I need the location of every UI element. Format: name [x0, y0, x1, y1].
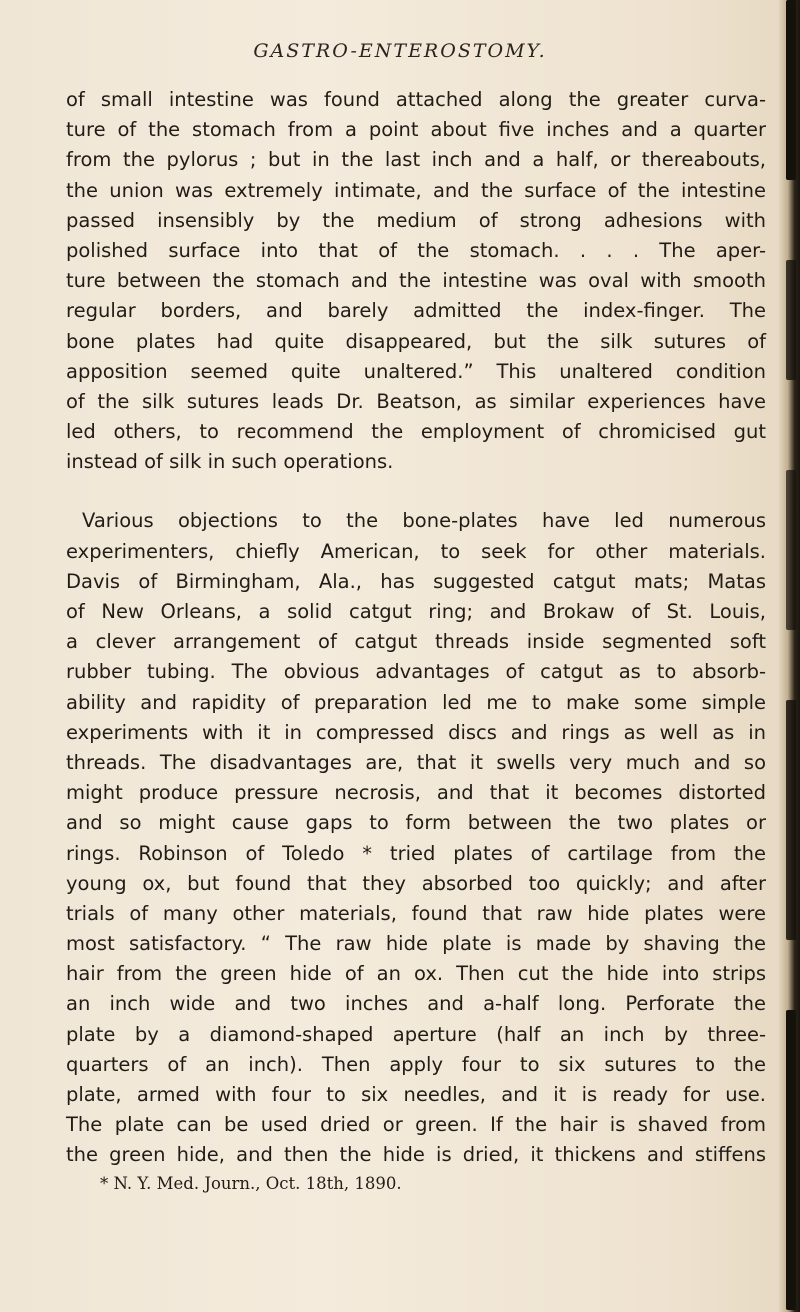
text-line: ture between the stomach and the intestine was oval with smooth — [66, 269, 766, 293]
text-line: plate by a diamond-shaped aperture (half an inch by three- — [66, 1022, 766, 1046]
paragraph-2 — [66, 506, 766, 1170]
paragraph-1 — [66, 85, 766, 477]
text-line: rubber tubing. The obvious advantages of catgut as to absorb- — [66, 660, 766, 684]
text-line: Various objections to the bone-plates have led numerous — [82, 509, 766, 533]
running-head: GASTRO-ENTEROSTOMY. — [253, 40, 547, 62]
text-line: Davis of Birmingham, Ala., has suggested catgut mats; Matas — [66, 569, 766, 593]
text-line: ture of the stomach from a point about five inches and a quarter — [66, 118, 766, 142]
edge-shadow — [786, 700, 796, 940]
text-line: passed insensibly by the medium of strong adhesions with — [66, 208, 766, 232]
text-line: trials of many other materials, found that raw hide plates were — [66, 901, 766, 925]
footnote: * N. Y. Med. Journ., Oct. 18th, 1890. — [100, 1173, 402, 1193]
text-line: instead of silk in such operations. — [66, 450, 394, 474]
page-binding-edge — [778, 0, 800, 1312]
text-line: of the silk sutures leads Dr. Beatson, as similar experiences have — [66, 389, 766, 413]
text-line: polished surface into that of the stomach. . . . The aper- — [66, 238, 766, 262]
text-line: and so might cause gaps to form between the two plates or — [66, 811, 766, 835]
text-line: bone plates had quite disappeared, but the silk sutures of — [66, 329, 766, 353]
text-line: young ox, but found that they absorbed too quickly; and after — [66, 871, 766, 895]
text-line: led others, to recommend the employment of chromicised gut — [66, 420, 766, 444]
text-line: most satisfactory. “ The raw hide plate is made by shaving the — [66, 932, 766, 956]
text-line: might produce pressure necrosis, and that it becomes distorted — [66, 781, 766, 805]
text-line: from the pylorus ; but in the last inch and a half, or thereabouts, — [66, 148, 766, 172]
text-line: experiments with it in compressed discs and rings as well as in — [66, 720, 766, 744]
text-line: the union was extremely intimate, and the surface of the intestine — [66, 178, 766, 202]
text-line: a clever arrangement of catgut threads inside segmented soft — [66, 630, 766, 654]
text-line: plate, armed with four to six needles, and it is ready for use. — [66, 1083, 766, 1106]
body-text — [66, 85, 766, 1197]
edge-shadow — [786, 260, 796, 380]
text-line: The plate can be used dried or green. If the hair is shaved from — [66, 1113, 766, 1137]
text-line: regular borders, and barely admitted the index-finger. The — [66, 299, 766, 323]
text-line: rings. Robinson of Toledo * tried plates of cartilage from the — [66, 841, 766, 865]
edge-shadow — [786, 0, 796, 180]
text-line: hair from the green hide of an ox. Then cut the hide into strips — [66, 962, 766, 986]
text-line: of small intestine was found attached along the greater curva- — [66, 88, 766, 111]
text-line: an inch wide and two inches and a-half long. Perforate the — [66, 992, 766, 1016]
edge-shadow — [786, 470, 796, 630]
edge-shadow — [786, 1010, 796, 1310]
text-line: quarters of an inch). Then apply four to six sutures to the — [66, 1052, 766, 1076]
text-line: apposition seemed quite unaltered.” This unaltered condition — [66, 359, 766, 383]
text-line: threads. The disadvantages are, that it swells very much and so — [66, 750, 766, 774]
text-line: experimenters, chiefly American, to seek for other materials. — [66, 539, 766, 563]
paragraph-spacer — [66, 477, 766, 506]
text-line: the green hide, and then the hide is dried, it thickens and stiffens — [66, 1143, 766, 1167]
text-line: ability and rapidity of preparation led me to make some simple — [66, 690, 766, 714]
text-line: of New Orleans, a solid catgut ring; and Brokaw of St. Louis, — [66, 600, 766, 623]
